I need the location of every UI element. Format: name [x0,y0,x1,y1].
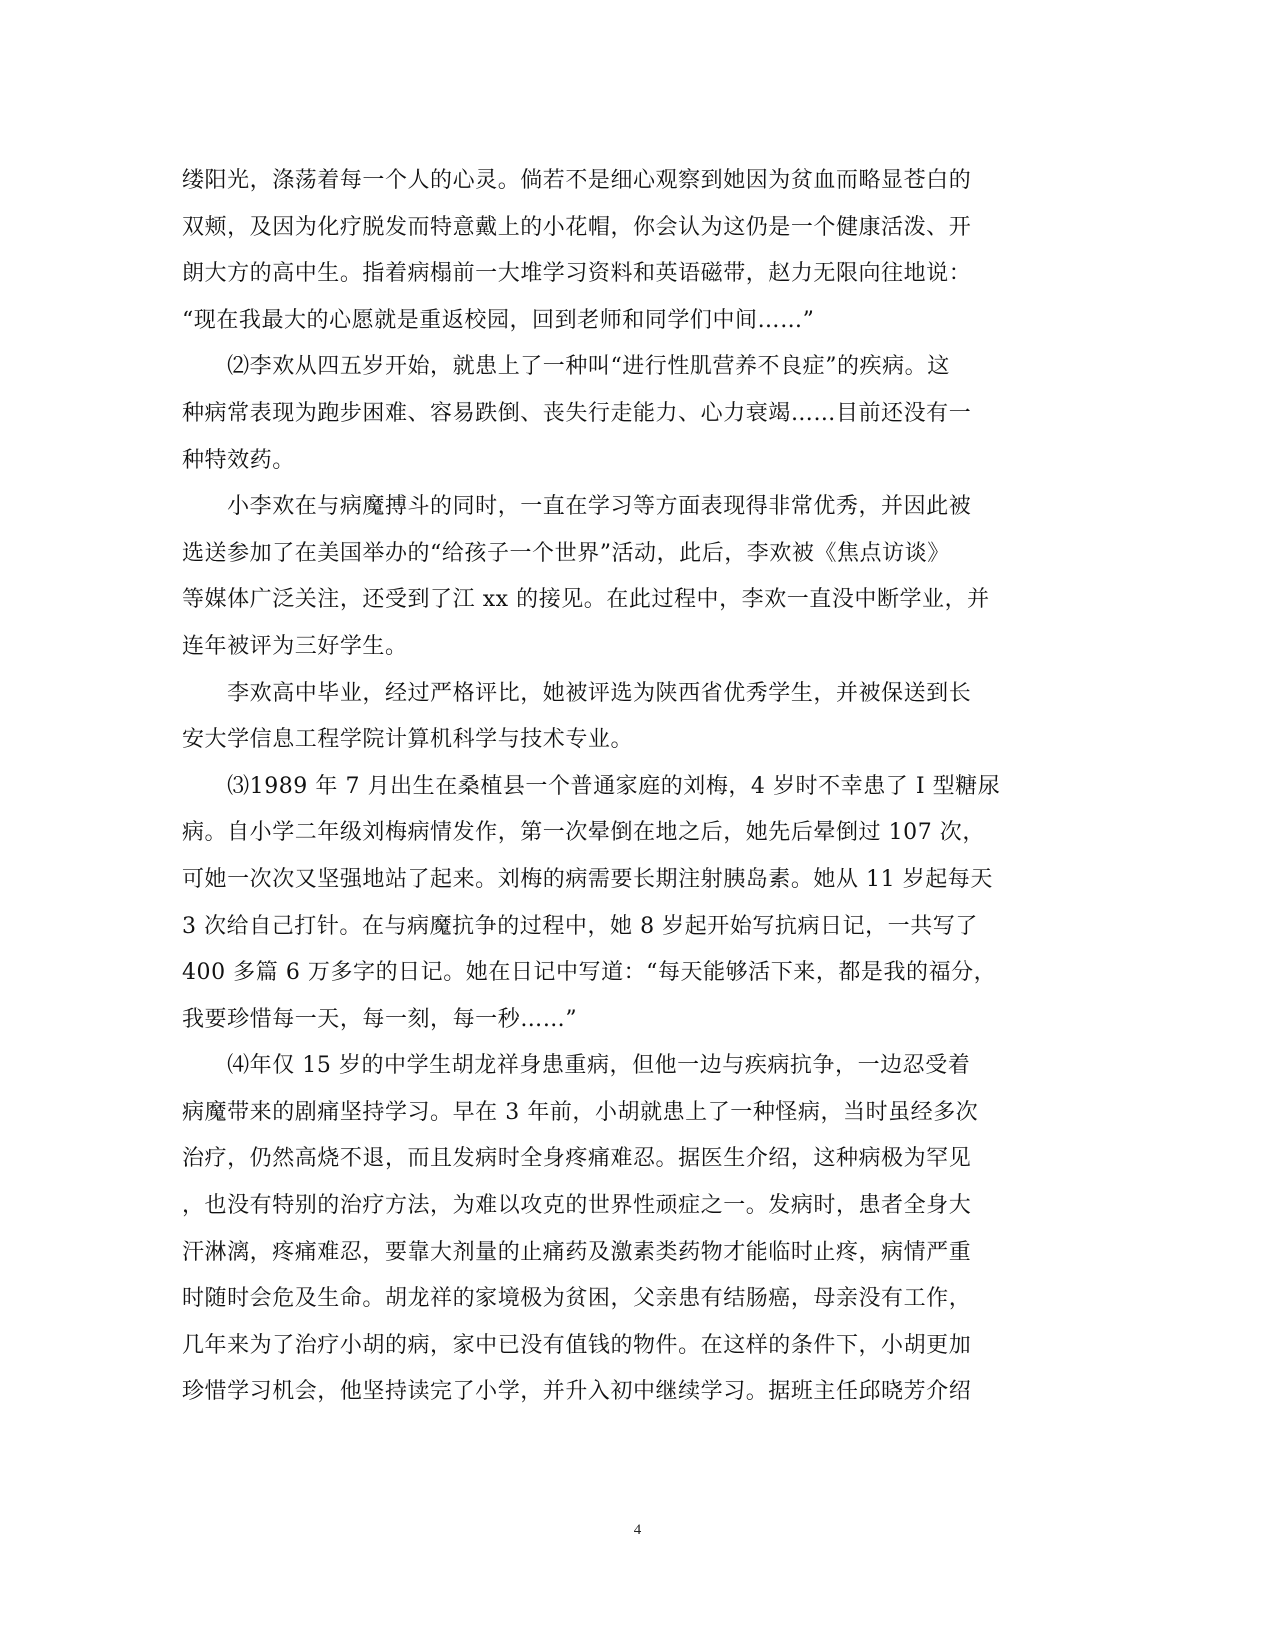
text-line: ⑷年仅 15 岁的中学生胡龙祥身患重病，但他一边与疾病抗争，一边忍受着 [182,1053,971,1079]
text-line: 病。自小学二年级刘梅病情发作，第一次晕倒在地之后，她先后晕倒过 107 次， [182,820,985,846]
text-line: “现在我最大的心愿就是重返校园，回到老师和同学们中间……” [182,307,815,333]
text-line: 连年被评为三好学生。 [182,633,408,659]
text-line: 治疗，仍然高烧不退，而且发病时全身疼痛难忍。据医生介绍，这种病极为罕见 [182,1146,972,1172]
text-line: 小李欢在与病魔搏斗的同时，一直在学习等方面表现得非常优秀，并因此被 [182,494,972,520]
page-number: 4 [633,1522,642,1538]
text-line: 朗大方的高中生。指着病榻前一大堆学习资料和英语磁带，赵力无限向往地说： [182,261,972,287]
text-line: 缕阳光，涤荡着每一个人的心灵。倘若不是细心观察到她因为贫血而略显苍白的 [182,168,972,193]
text-line: 种特效药。 [182,447,295,473]
text-line: 种病常表现为跑步困难、容易跌倒、丧失行走能力、心力衰竭……目前还没有一 [182,400,972,426]
text-line: 我要珍惜每一天，每一刻，每一秒……” [182,1006,578,1032]
text-line: 选送参加了在美国举办的“给孩子一个世界”活动，此后，李欢被《焦点访谈》 [182,540,950,566]
text-line: 时随时会危及生命。胡龙祥的家境极为贫困，父亲患有结肠癌，母亲没有工作， [182,1286,972,1312]
text-line: 几年来为了治疗小胡的病，家中已没有值钱的物件。在这样的条件下，小胡更加 [182,1332,972,1358]
text-line: ，也没有特别的治疗方法，为难以攻克的世界性顽症之一。发病时，患者全身大 [182,1193,972,1219]
text-line: 汗淋漓，疼痛难忍，要靠大剂量的止痛药及激素类药物才能临时止疼，病情严重 [182,1239,972,1265]
text-line: 3 次给自己打针。在与病魔抗争的过程中，她 8 岁起开始写抗病日记，一共写了 [182,913,978,939]
text-line: 病魔带来的剧痛坚持学习。早在 3 年前，小胡就患上了一种怪病，当时虽经多次 [182,1099,979,1125]
text-line: ⑵李欢从四五岁开始，就患上了一种叫“进行性肌营养不良症”的疾病。这 [182,354,950,380]
text-line: 李欢高中毕业，经过严格评比，她被评选为陕西省优秀学生，并被保送到长 [182,680,972,706]
text-line: 400 多篇 6 万多字的日记。她在日记中写道：“每天能够活下来，都是我的福分， [182,960,997,986]
text-line: 双颊，及因为化疗脱发而特意戴上的小花帽，你会认为这仍是一个健康活泼、开 [182,214,972,240]
text-line: 安大学信息工程学院计算机科学与技术专业。 [182,727,634,753]
text-line: ⑶1989 年 7 月出生在桑植县一个普通家庭的刘梅，4 岁时不幸患了 I 型糖尿 [182,773,1001,799]
text-line: 珍惜学习机会，他坚持读完了小学，并升入初中继续学习。据班主任邱晓芳介绍 [182,1379,972,1405]
text-line: 可她一次次又坚强地站了起来。刘梅的病需要长期注射胰岛素。她从 11 岁起每天 [182,866,993,892]
text-line: 等媒体广泛关注，还受到了江 xx 的接见。在此过程中，李欢一直没中断学业，并 [182,587,990,613]
body-text [182,158,1062,1416]
